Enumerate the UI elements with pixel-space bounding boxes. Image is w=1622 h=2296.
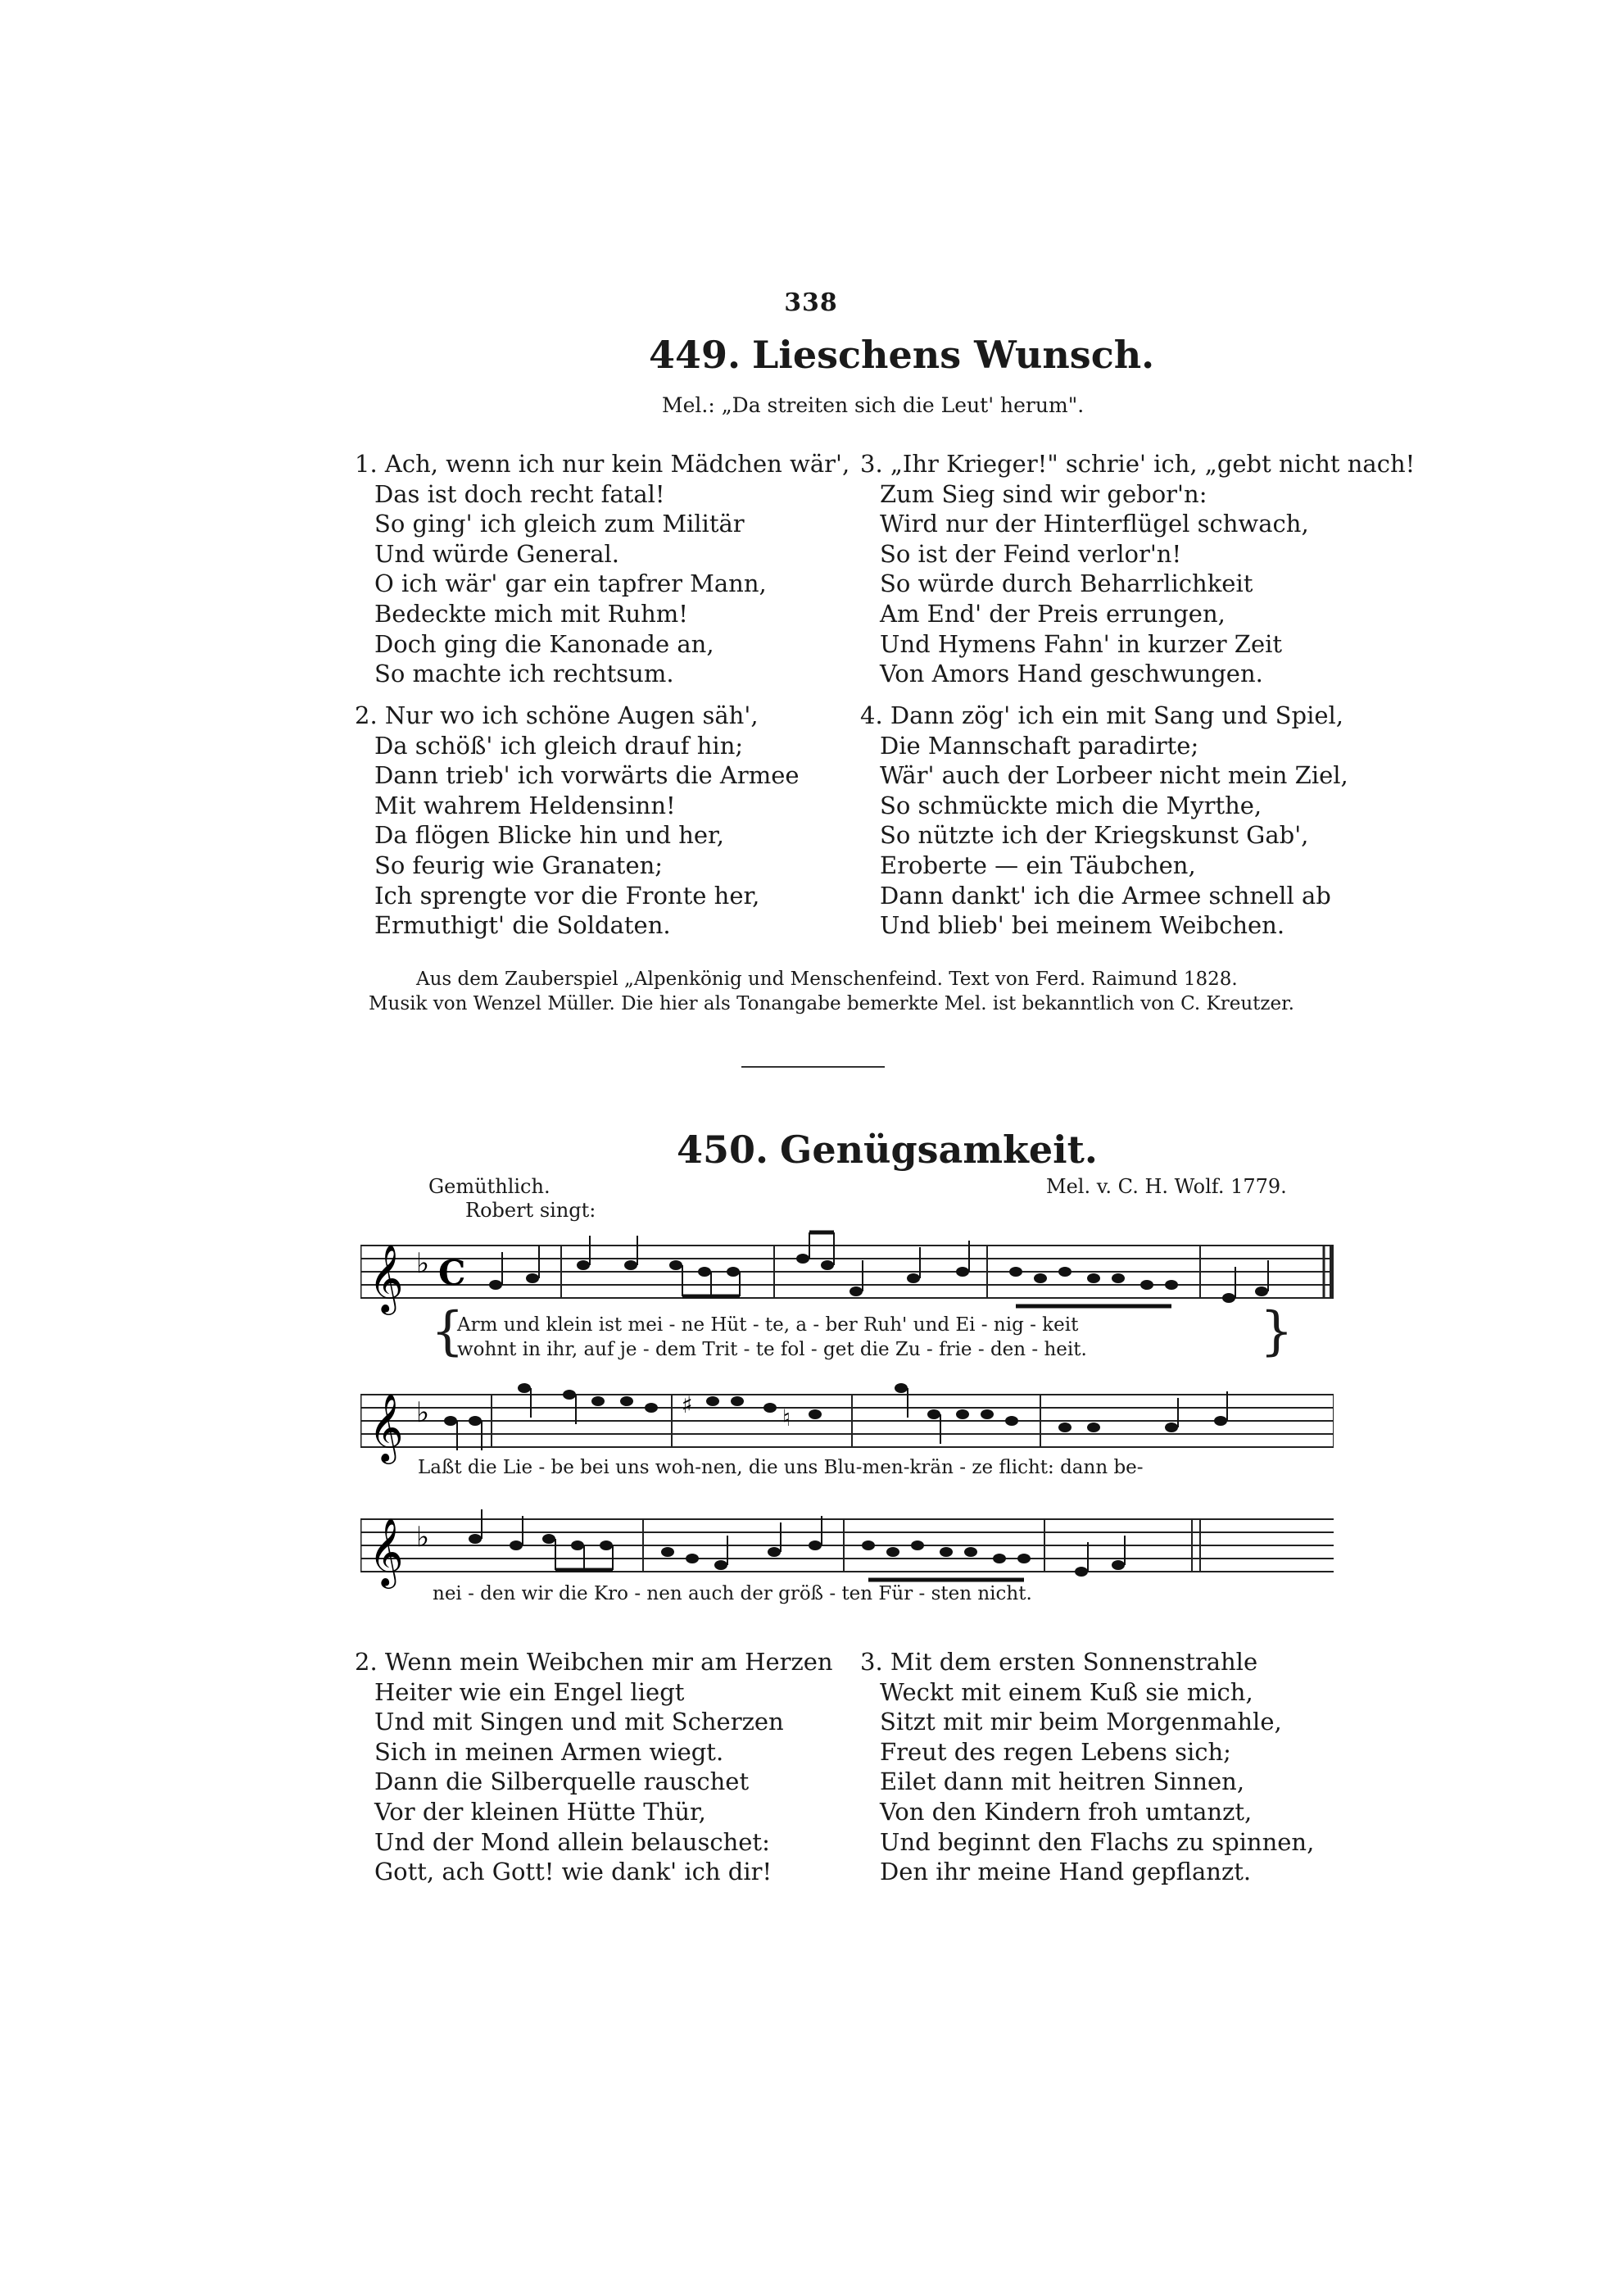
verse-line: Dann trieb' ich vorwärts die Armee xyxy=(374,761,800,790)
verse-line: Ich sprengte vor die Fronte her, xyxy=(374,881,760,910)
sharp-icon: ♯ xyxy=(682,1391,693,1418)
song-title: Genügsamkeit. xyxy=(780,1128,1098,1172)
song-number: 450. xyxy=(677,1128,769,1172)
verse-2 xyxy=(355,701,800,941)
verse-line: Bedeckte mich mit Ruhm! xyxy=(374,599,688,628)
verse-line: So ging' ich gleich zum Militär xyxy=(374,510,745,538)
verse-line: Und würde General. xyxy=(374,539,620,568)
verse-brace-right: } xyxy=(1260,1301,1294,1362)
verse-line: Da flögen Blicke hin und her, xyxy=(374,821,724,850)
melody-credit: Mel. v. C. H. Wolf. 1779. xyxy=(1046,1175,1287,1198)
melody-reference: Mel.: „Da streiten sich die Leut' herum". xyxy=(662,393,1085,417)
verse-line: Am End' der Preis errungen, xyxy=(880,599,1226,628)
lyrics-line-3: nei - den wir die Kro - nen auch der größ - ten Für - sten nicht. xyxy=(433,1583,1032,1604)
flat-icon: ♭ xyxy=(416,1396,430,1429)
section-divider xyxy=(741,1066,885,1068)
verse-line: Von Amors Hand geschwungen. xyxy=(880,660,1263,688)
verse-line: Und Hymens Fahn' in kurzer Zeit xyxy=(880,629,1283,658)
verse-line: 3. „Ihr Krieger!" schrie' ich, „gebt nicht nach! xyxy=(860,450,1416,478)
verse-line: Dann dankt' ich die Armee schnell ab xyxy=(880,881,1331,910)
verse-line: Wird nur der Hinterflügel schwach, xyxy=(880,510,1309,538)
verse-line: Vor der kleinen Hütte Thür, xyxy=(374,1797,706,1826)
verse-line: Eilet dann mit heitren Sinnen, xyxy=(880,1767,1245,1796)
verse-line: Den ihr meine Hand gepflanzt. xyxy=(880,1858,1252,1886)
lyrics-line-1b: wohnt in ihr, auf je - dem Trit - te fol - get die Zu - frie - den - heit. xyxy=(457,1339,1087,1360)
verse-line: 4. Dann zög' ich ein mit Sang und Spiel, xyxy=(860,701,1343,729)
verse-line: Von den Kindern froh umtanzt, xyxy=(880,1797,1253,1826)
notes xyxy=(489,1254,1268,1303)
verse-line: Und blieb' bei meinem Weibchen. xyxy=(880,911,1285,940)
verse-line: Gott, ach Gott! wie dank' ich dir! xyxy=(374,1858,772,1886)
verse-line: So würde durch Beharrlichkeit xyxy=(880,569,1253,598)
verse-line: O ich wär' gar ein tapfrer Mann, xyxy=(374,569,767,598)
verse-line: 2. Nur wo ich schöne Augen säh', xyxy=(355,701,759,729)
verse-line: 2. Wenn mein Weibchen mir am Herzen xyxy=(355,1648,833,1676)
verse-1 xyxy=(355,449,850,689)
verse-line: Mit wahrem Heldensinn! xyxy=(374,791,676,819)
verse-line: Da schöß' ich gleich drauf hin; xyxy=(374,731,744,760)
verse-brace-left: { xyxy=(431,1301,464,1362)
verse-line: Sitzt mit mir beim Morgenmahle, xyxy=(880,1708,1282,1736)
source-note xyxy=(369,967,1352,1016)
page-number: 338 xyxy=(784,288,838,317)
music-staff xyxy=(360,1227,1334,1318)
natural-icon: ♮ xyxy=(782,1404,791,1432)
verse-line: Ermuthigt' die Soldaten. xyxy=(374,911,671,940)
verse-line: So schmückte mich die Myrthe, xyxy=(880,791,1262,819)
source-note-line-1: Aus dem Zauberspiel „Alpenkönig und Menschenfeind. Text von Ferd. Raimund 1828. xyxy=(416,969,1238,990)
lyrics-line-2: Laßt die Lie - be bei uns woh-nen, die uns Blu-men-krän - ze flicht: dann be- xyxy=(418,1457,1144,1478)
song-450-heading xyxy=(677,1128,1098,1172)
treble-clef-icon: 𝄞 xyxy=(369,1243,404,1312)
music-staff xyxy=(360,1501,1334,1591)
music-staff xyxy=(360,1377,1334,1467)
verse-line: Eroberte — ein Täubchen, xyxy=(880,851,1196,879)
verse-line: Sich in meinen Armen wiegt. xyxy=(374,1737,724,1766)
verse-line: Und beginnt den Flachs zu spinnen, xyxy=(880,1827,1315,1856)
source-note-line-2: Musik von Wenzel Müller. Die hier als Tonangabe bemerkte Mel. ist bekanntlich von C. Kreutzer. xyxy=(369,993,1294,1014)
singer-indication: Robert singt: xyxy=(465,1199,596,1222)
time-signature: C xyxy=(438,1253,466,1293)
flat-icon: ♭ xyxy=(416,1247,430,1280)
verse-line: 3. Mit dem ersten Sonnenstrahle xyxy=(860,1648,1258,1676)
verse-line: So nützte ich der Kriegskunst Gab', xyxy=(880,821,1309,850)
treble-clef-icon: 𝄞 xyxy=(369,1392,404,1461)
verse-line: Doch ging die Kanonade an, xyxy=(374,629,714,658)
verse-line: So ist der Feind verlor'n! xyxy=(880,539,1182,568)
verse-line: So machte ich rechtsum. xyxy=(374,660,674,688)
verse-2 xyxy=(355,1647,833,1887)
verse-3 xyxy=(860,449,1415,689)
verse-line: Freut des regen Lebens sich; xyxy=(880,1737,1231,1766)
song-number: 449. xyxy=(649,333,741,377)
tempo-marking: Gemüthlich. xyxy=(428,1175,550,1198)
verse-line: Zum Sieg sind wir gebor'n: xyxy=(880,479,1207,508)
verse-line: So feurig wie Granaten; xyxy=(374,851,664,879)
verse-line: Die Mannschaft paradirte; xyxy=(880,731,1199,760)
verse-3 xyxy=(860,1647,1314,1887)
song-449-heading xyxy=(649,333,1154,377)
staff-system-1 xyxy=(360,1227,1334,1375)
verse-line: Weckt mit einem Kuß sie mich, xyxy=(880,1677,1253,1706)
verse-line: 1. Ach, wenn ich nur kein Mädchen wär', xyxy=(355,450,850,478)
verse-line: Dann die Silberquelle rauschet xyxy=(374,1767,750,1796)
verse-line: Heiter wie ein Engel liegt xyxy=(374,1677,685,1706)
staff-system-3 xyxy=(360,1501,1334,1624)
song-title: Lieschens Wunsch. xyxy=(752,333,1155,377)
verse-line: Wär' auch der Lorbeer nicht mein Ziel, xyxy=(880,761,1348,790)
verse-line: Das ist doch recht fatal! xyxy=(374,479,665,508)
lyrics-line-1a: Arm und klein ist mei - ne Hüt - te, a - ber Ruh' und Ei - nig - keit xyxy=(457,1314,1079,1336)
verse-4 xyxy=(860,701,1348,941)
staff-system-2 xyxy=(360,1377,1334,1491)
treble-clef-icon: 𝄞 xyxy=(369,1517,404,1586)
flat-icon: ♭ xyxy=(416,1521,430,1554)
verse-line: Und mit Singen und mit Scherzen xyxy=(374,1708,784,1736)
verse-line: Und der Mond allein belauschet: xyxy=(374,1827,770,1856)
